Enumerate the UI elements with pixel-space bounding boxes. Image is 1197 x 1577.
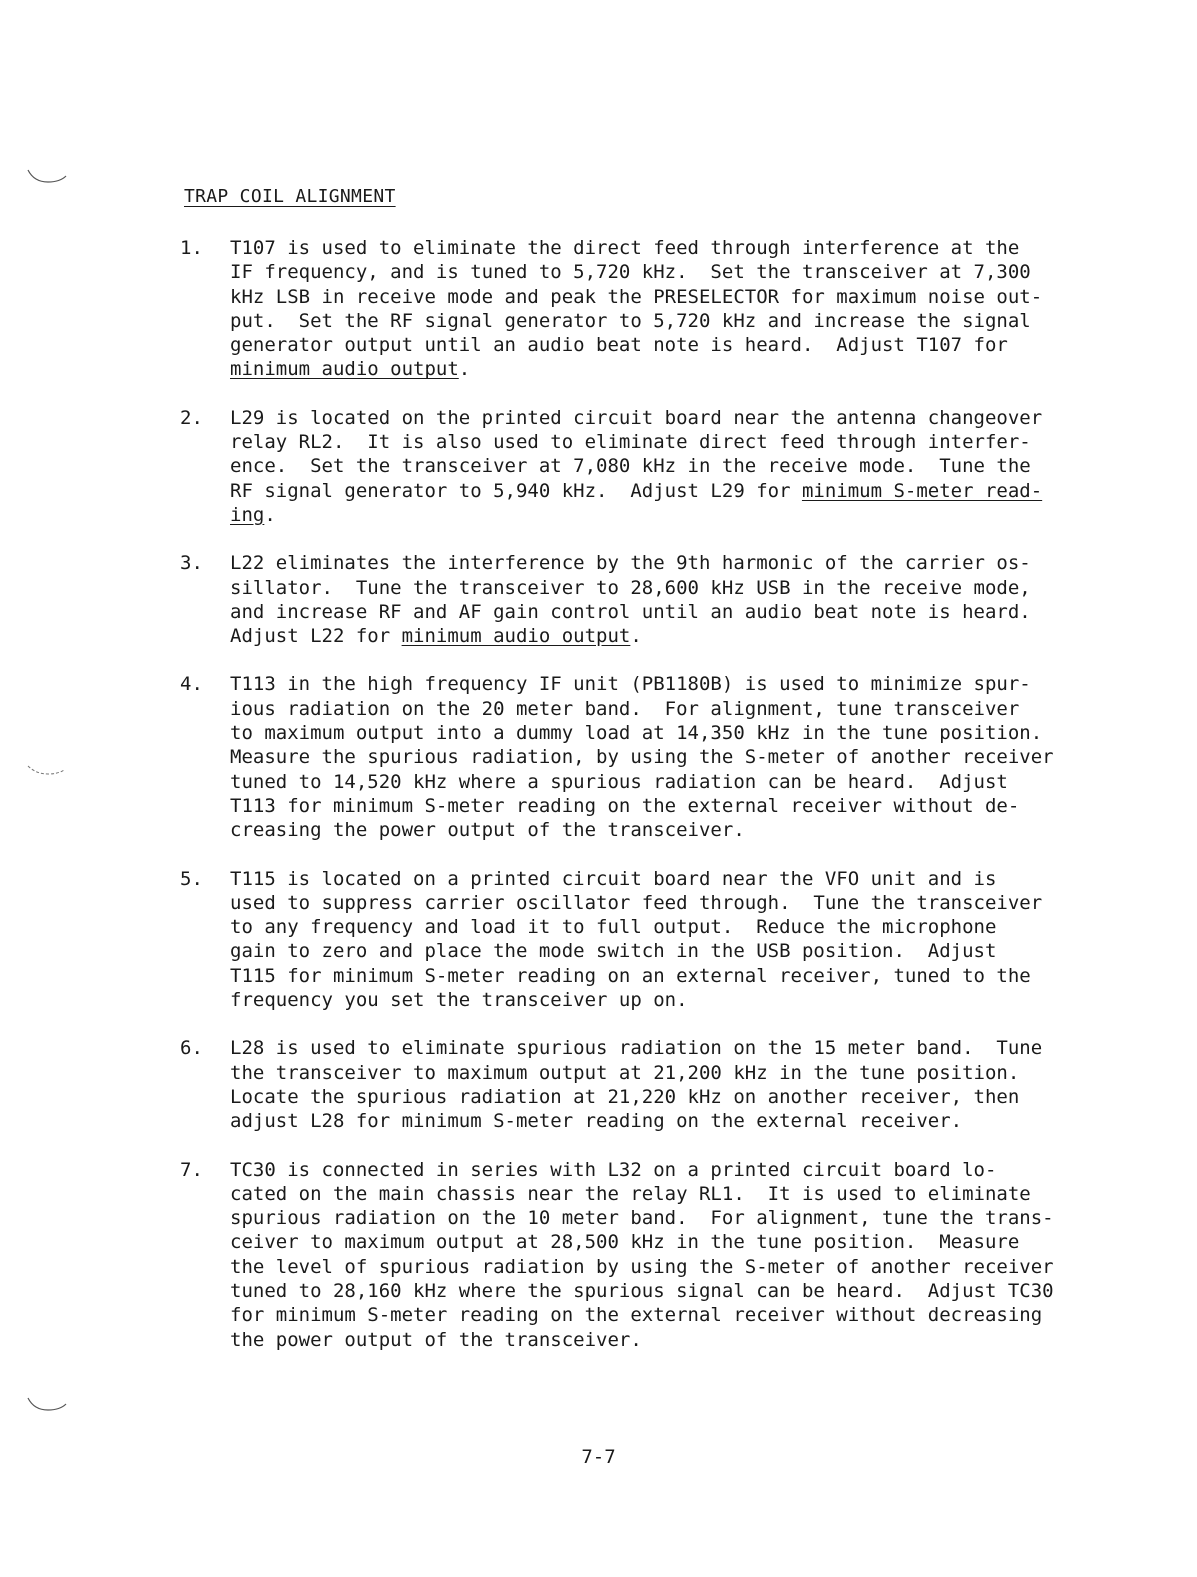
text-line: [230, 357, 1100, 381]
underlined-emphasis: minimum S-meter read-: [801, 479, 1043, 502]
step-number: 5.: [180, 867, 203, 890]
line-text: cated on the main chassis near the relay RL1. It is used to eliminate: [230, 1182, 1031, 1205]
step-text: [230, 1158, 1100, 1352]
step-item: [180, 551, 1100, 648]
line-text: to maximum output into a dummy load at 14,350 kHz in the tune position.: [230, 722, 1043, 745]
step-number: 2.: [180, 406, 203, 429]
binding-mark-middle: [26, 762, 66, 778]
text-line: [230, 794, 1100, 818]
text-line: [230, 1279, 1100, 1303]
step-text: [230, 1036, 1100, 1133]
line-text: spurious radiation on the 10 meter band. For alignment, tune the trans-: [230, 1207, 1054, 1230]
step-text: [230, 406, 1100, 527]
underlined-emphasis: ing: [230, 503, 265, 526]
text-line: [230, 600, 1100, 624]
text-line: [230, 479, 1100, 503]
line-text: IF frequency, and is tuned to 5,720 kHz. Set the transceiver at 7,300: [230, 261, 1031, 284]
step-number: 4.: [180, 673, 203, 696]
line-punctuation: .: [630, 625, 642, 648]
text-line: [230, 1206, 1100, 1230]
text-line: [230, 624, 1100, 648]
line-text: creasing the power output of the transceiver.: [230, 819, 745, 842]
section-heading: TRAP COIL ALIGNMENT: [184, 186, 396, 207]
text-line: [230, 988, 1100, 1012]
text-line: [230, 891, 1100, 915]
line-text: L22 eliminates the interference by the 9th harmonic of the carrier os-: [230, 552, 1031, 575]
line-text: T113 in the high frequency IF unit (PB1180B) is used to minimize spur-: [230, 673, 1031, 696]
page-number: 7-7: [581, 1446, 616, 1468]
text-line: [230, 285, 1100, 309]
line-text: T115 for minimum S-meter reading on an external receiver, tuned to the: [230, 964, 1031, 987]
line-text: the transceiver to maximum output at 21,200 kHz in the tune position.: [230, 1061, 1020, 1084]
text-line: [230, 1061, 1100, 1085]
text-line: [230, 770, 1100, 794]
line-text: frequency you set the transceiver up on.: [230, 989, 688, 1012]
step-item: [180, 1158, 1100, 1352]
text-line: [230, 1303, 1100, 1327]
step-number: 1.: [180, 237, 203, 259]
line-text: the level of spurious radiation by using the S-meter of another receiver: [230, 1255, 1054, 1278]
line-text: sillator. Tune the transceiver to 28,600 kHz USB in the receive mode,: [230, 576, 1031, 599]
step-item: [180, 1036, 1100, 1133]
text-line: [230, 260, 1100, 284]
step-number: 7.: [180, 1158, 203, 1181]
line-text: to any frequency and load it to full output. Reduce the microphone: [230, 916, 997, 939]
line-text: adjust L28 for minimum S-meter reading on the external receiver.: [230, 1110, 963, 1133]
line-text: tuned to 14,520 kHz where a spurious radiation can be heard. Adjust: [230, 770, 1008, 793]
step-text: [230, 551, 1100, 648]
text-line: [230, 1158, 1100, 1182]
step-item: [180, 236, 1100, 382]
alignment-steps-list: [180, 236, 1100, 1376]
text-line: [230, 430, 1100, 454]
line-text: Measure the spurious radiation, by using the S-meter of another receiver: [230, 746, 1054, 769]
text-line: [230, 915, 1100, 939]
text-line: [230, 939, 1100, 963]
line-text: kHz LSB in receive mode and peak the PRESELECTOR for maximum noise out-: [230, 285, 1043, 308]
line-text: ious radiation on the 20 meter band. For alignment, tune transceiver: [230, 697, 1020, 720]
line-text: Locate the spurious radiation at 21,220 kHz on another receiver, then: [230, 1085, 1020, 1108]
line-text: for minimum S-meter reading on the external receiver without decreasing: [230, 1304, 1043, 1327]
step-text: [230, 672, 1100, 842]
text-line: [230, 1182, 1100, 1206]
text-line: [230, 1328, 1100, 1352]
binding-mark-bottom: [26, 1396, 68, 1414]
line-punctuation: .: [264, 503, 276, 526]
step-item: [180, 867, 1100, 1013]
text-line: [230, 1230, 1100, 1254]
step-item: [180, 406, 1100, 527]
text-line: [230, 551, 1100, 575]
text-line: [230, 867, 1100, 891]
binding-mark-top: [26, 168, 68, 186]
line-text: TC30 is connected in series with L32 on a printed circuit board lo-: [230, 1158, 997, 1181]
line-text: tuned to 28,160 kHz where the spurious signal can be heard. Adjust TC30: [230, 1279, 1054, 1302]
line-text: ceiver to maximum output at 28,500 kHz in the tune position. Measure: [230, 1231, 1020, 1254]
line-text: and increase RF and AF gain control until an audio beat note is heard.: [230, 600, 1031, 623]
line-text: T107 is used to eliminate the direct feed through interference at the: [230, 237, 1020, 259]
step-item: [180, 672, 1100, 842]
line-text: RF signal generator to 5,940 kHz. Adjust L29 for: [230, 479, 802, 502]
line-text: T113 for minimum S-meter reading on the external receiver without de-: [230, 794, 1020, 817]
text-line: [230, 333, 1100, 357]
text-line: [230, 672, 1100, 696]
step-number: 3.: [180, 552, 203, 575]
line-text: put. Set the RF signal generator to 5,720 kHz and increase the signal: [230, 309, 1031, 332]
text-line: [230, 576, 1100, 600]
line-text: ence. Set the transceiver at 7,080 kHz in the receive mode. Tune the: [230, 455, 1031, 478]
text-line: [230, 721, 1100, 745]
step-number: 6.: [180, 1037, 203, 1060]
text-line: [230, 454, 1100, 478]
line-text: L28 is used to eliminate spurious radiation on the 15 meter band. Tune: [230, 1037, 1043, 1060]
text-line: [230, 503, 1100, 527]
line-punctuation: .: [458, 358, 471, 381]
text-line: [230, 818, 1100, 842]
text-line: [230, 1036, 1100, 1060]
text-line: [230, 1255, 1100, 1279]
step-text: [230, 867, 1100, 1013]
text-line: [230, 745, 1100, 769]
text-line: [230, 697, 1100, 721]
text-line: [230, 406, 1100, 430]
line-text: relay RL2. It is also used to eliminate direct feed through interfer-: [230, 431, 1031, 454]
line-text: used to suppress carrier oscillator feed through. Tune the transceiver: [230, 891, 1043, 914]
line-text: Adjust L22 for: [230, 625, 402, 648]
line-text: generator output until an audio beat note is heard. Adjust T107 for: [230, 334, 1008, 357]
step-text: [230, 236, 1100, 382]
underlined-emphasis: minimum audio output: [401, 625, 631, 648]
text-line: [230, 309, 1100, 333]
line-text: L29 is located on the printed circuit board near the antenna changeover: [230, 406, 1043, 429]
text-line: [230, 236, 1100, 260]
line-text: the power output of the transceiver.: [230, 1328, 642, 1351]
line-text: T115 is located on a printed circuit board near the VFO unit and is: [230, 867, 997, 890]
text-line: [230, 1085, 1100, 1109]
text-line: [230, 964, 1100, 988]
underlined-emphasis: minimum audio output: [230, 358, 459, 381]
line-text: gain to zero and place the mode switch in the USB position. Adjust: [230, 940, 997, 963]
text-line: [230, 1109, 1100, 1133]
